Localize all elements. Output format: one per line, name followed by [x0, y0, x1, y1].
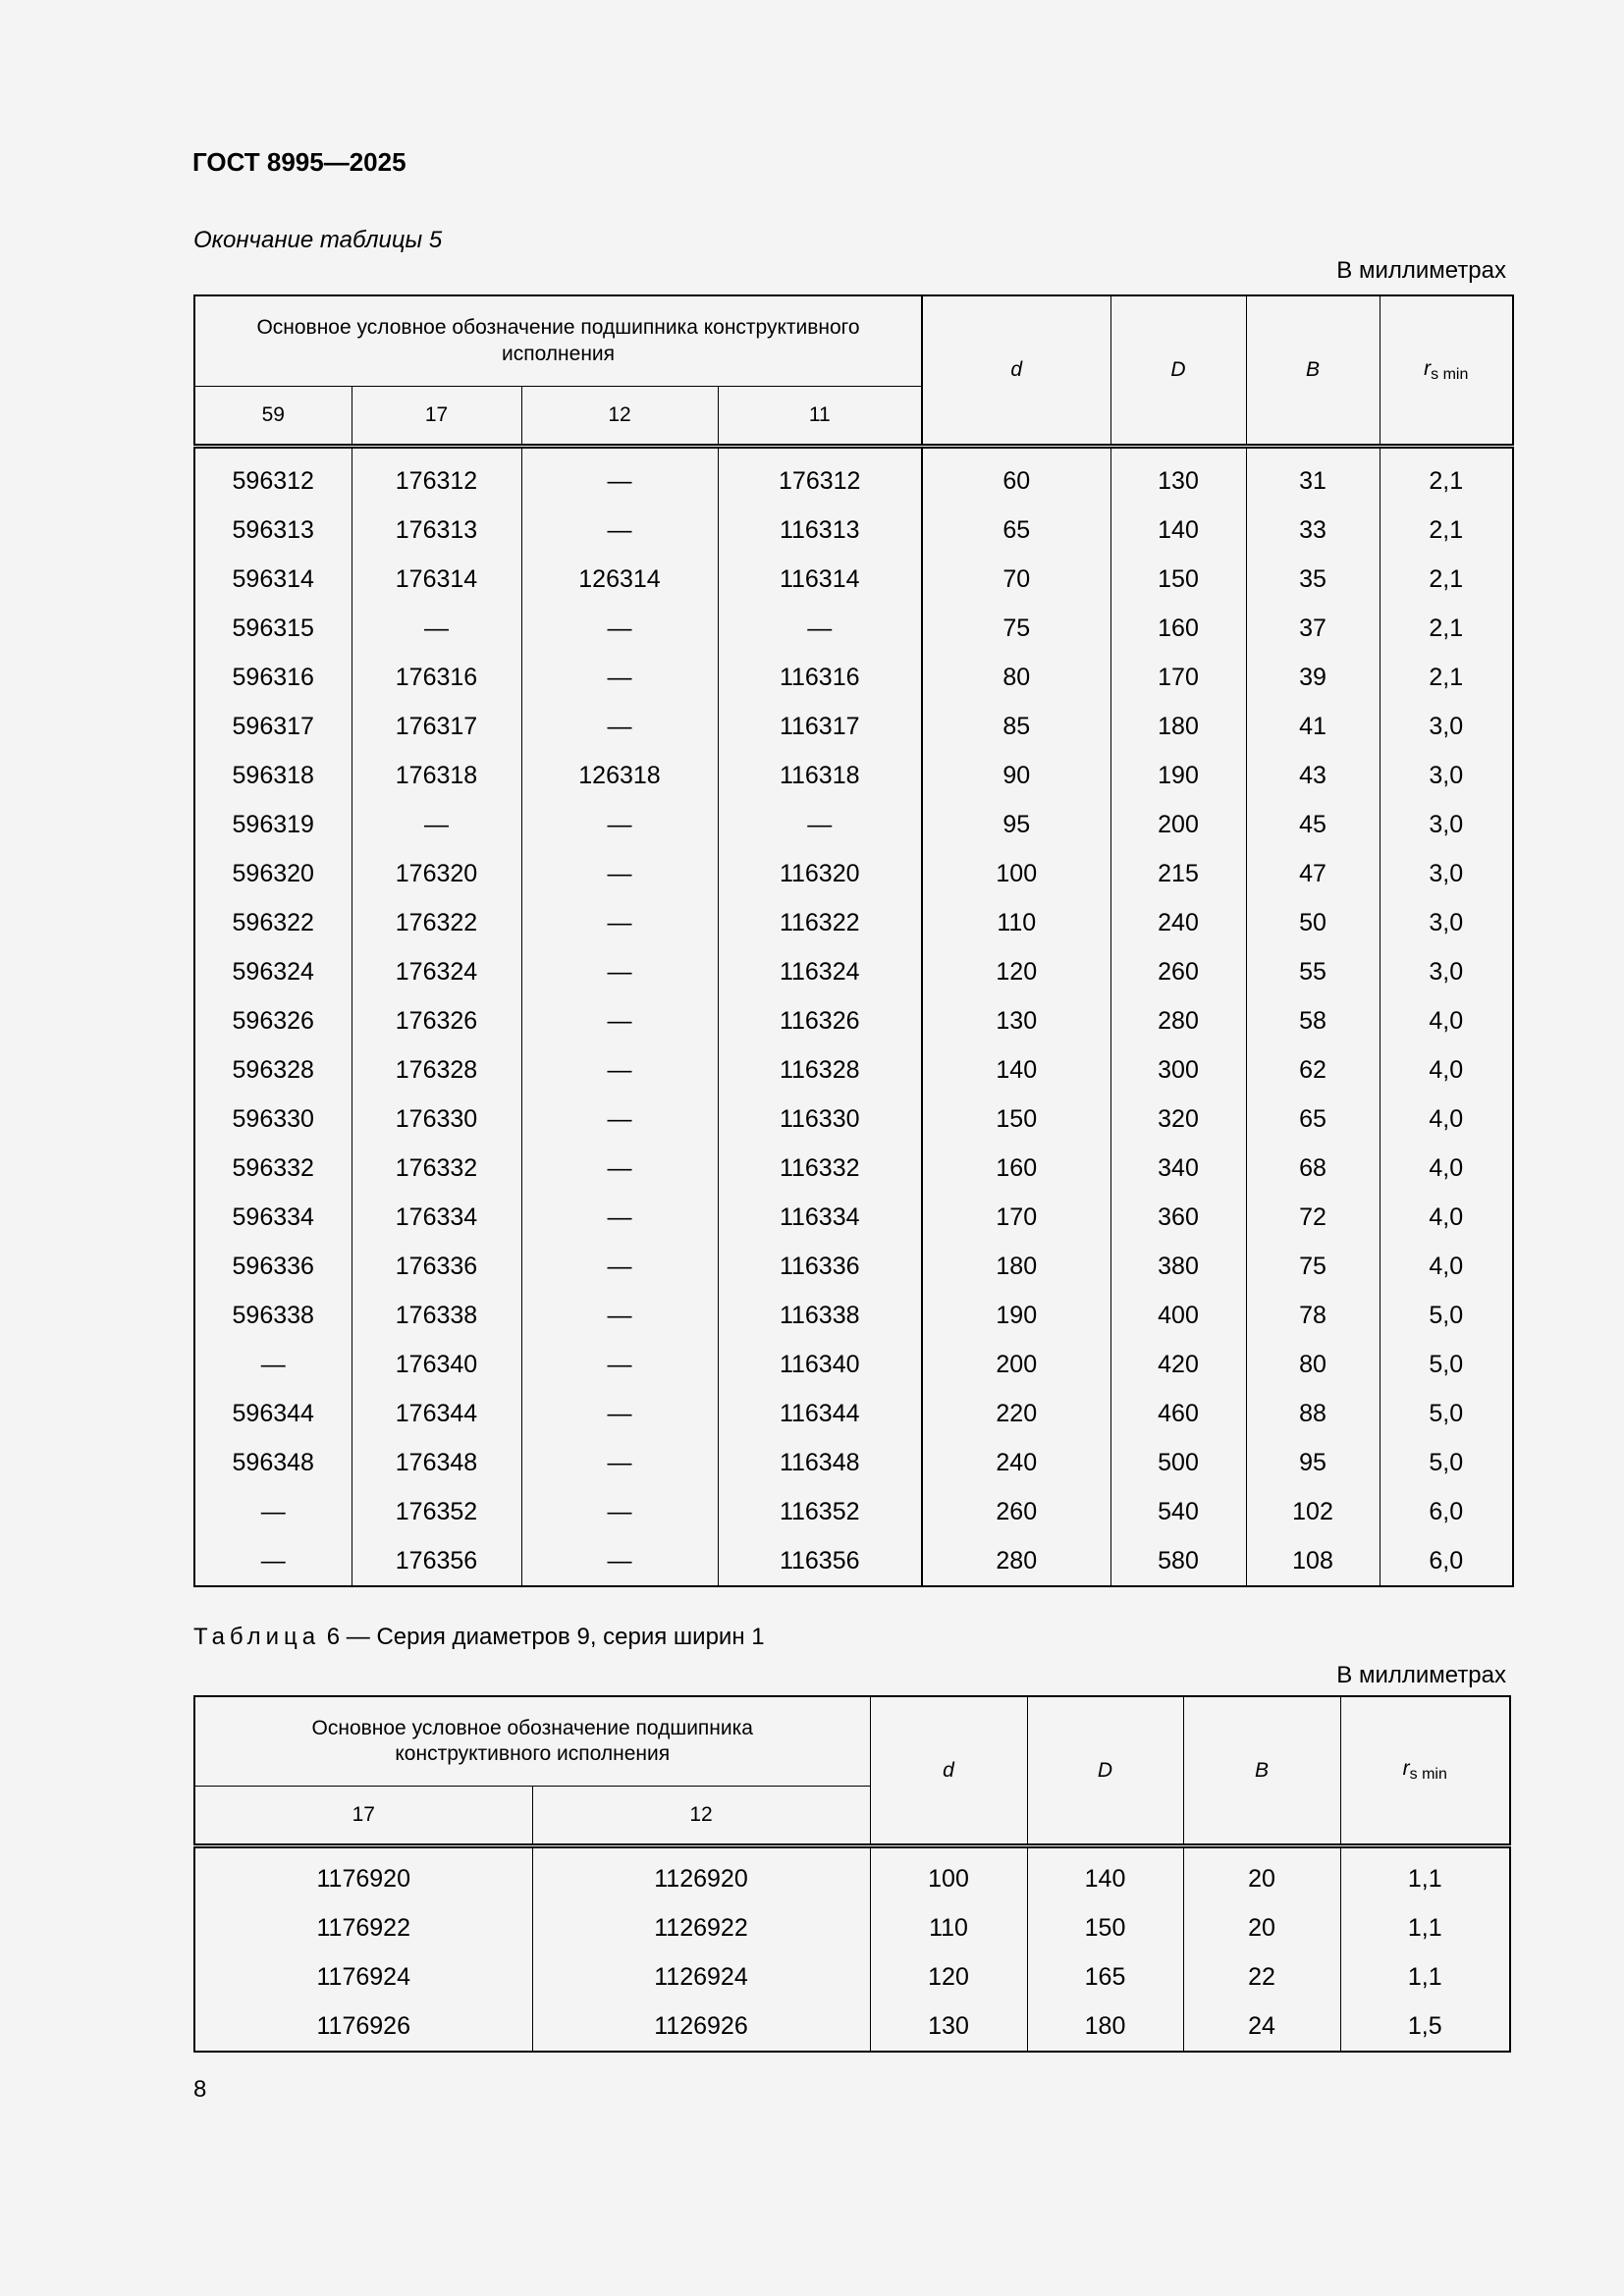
table-6-units-label: В миллиметрах [1336, 1662, 1506, 1688]
table-cell: 130 [870, 2002, 1027, 2052]
table-cell: 100 [922, 849, 1110, 898]
table-cell: 116326 [718, 996, 922, 1045]
table-cell: — [521, 1242, 718, 1291]
table-cell: — [521, 800, 718, 849]
table-cell: 43 [1246, 751, 1380, 800]
table-cell: 1176922 [194, 1903, 532, 1952]
table-cell: 596336 [194, 1242, 352, 1291]
table-cell: 41 [1246, 702, 1380, 751]
table-cell: 5,0 [1380, 1340, 1513, 1389]
table-cell: 31 [1246, 447, 1380, 507]
table-cell: 596328 [194, 1045, 352, 1095]
table-cell: 280 [922, 1536, 1110, 1586]
table-row [194, 1438, 1513, 1487]
table-cell: 22 [1183, 1952, 1340, 2002]
table-cell: 176316 [352, 653, 521, 702]
table-cell: 176338 [352, 1291, 521, 1340]
column-header-D: D [1110, 295, 1246, 447]
designation-group-header: Основное условное обозначение подшипника конструктивного исполнения [194, 1696, 870, 1787]
series-header: 11 [718, 387, 922, 447]
table-cell: 60 [922, 447, 1110, 507]
table-cell: 3,0 [1380, 947, 1513, 996]
table-cell: 380 [1110, 1242, 1246, 1291]
table-cell: 180 [922, 1242, 1110, 1291]
table-cell: 596319 [194, 800, 352, 849]
table-cell: 116313 [718, 506, 922, 555]
table-cell: 116356 [718, 1536, 922, 1586]
table-cell: 2,1 [1380, 604, 1513, 653]
table-row [194, 800, 1513, 849]
table-cell: 75 [1246, 1242, 1380, 1291]
table-cell: 116336 [718, 1242, 922, 1291]
table-row [194, 1903, 1510, 1952]
table-cell: 260 [1110, 947, 1246, 996]
table-cell: 180 [1110, 702, 1246, 751]
table-cell: 176340 [352, 1340, 521, 1389]
table-cell: 47 [1246, 849, 1380, 898]
table-cell: — [521, 1438, 718, 1487]
table-cell: 1,5 [1340, 2002, 1510, 2052]
table-row [194, 1193, 1513, 1242]
table-cell: 120 [922, 947, 1110, 996]
table-cell: — [718, 604, 922, 653]
table-cell: 540 [1110, 1487, 1246, 1536]
table-row [194, 849, 1513, 898]
table-cell: 1176920 [194, 1846, 532, 1904]
table-cell: 55 [1246, 947, 1380, 996]
table-cell: 176318 [352, 751, 521, 800]
table-cell: 596317 [194, 702, 352, 751]
column-header-D: D [1027, 1696, 1183, 1846]
table-cell: — [194, 1536, 352, 1586]
table-cell: — [521, 1536, 718, 1586]
table-cell: 45 [1246, 800, 1380, 849]
table-cell: 116328 [718, 1045, 922, 1095]
table-cell: — [194, 1487, 352, 1536]
table-cell: 596330 [194, 1095, 352, 1144]
series-header: 12 [532, 1787, 870, 1846]
table-cell: 596324 [194, 947, 352, 996]
table-cell: 90 [922, 751, 1110, 800]
table-row [194, 604, 1513, 653]
table-cell: 340 [1110, 1144, 1246, 1193]
table-cell: 170 [922, 1193, 1110, 1242]
table-row [194, 1487, 1513, 1536]
table-cell: 220 [922, 1389, 1110, 1438]
column-header-d: d [870, 1696, 1027, 1846]
table-cell: — [521, 996, 718, 1045]
table-row [194, 1144, 1513, 1193]
table-cell: 1,1 [1340, 1952, 1510, 2002]
table-cell: — [521, 1045, 718, 1095]
table-cell: 130 [1110, 447, 1246, 507]
table-5 [193, 294, 1514, 1587]
table-row [194, 1952, 1510, 2002]
table-cell: 80 [922, 653, 1110, 702]
table-cell: 176334 [352, 1193, 521, 1242]
table-cell: 35 [1246, 555, 1380, 604]
table-cell: 110 [870, 1903, 1027, 1952]
table-cell: 65 [1246, 1095, 1380, 1144]
series-header: 12 [521, 387, 718, 447]
table-cell: 176352 [352, 1487, 521, 1536]
table-cell: 596318 [194, 751, 352, 800]
table-cell: 1126926 [532, 2002, 870, 2052]
table-cell: 180 [1027, 2002, 1183, 2052]
table-cell: 85 [922, 702, 1110, 751]
table-cell: — [352, 604, 521, 653]
table-cell: — [352, 800, 521, 849]
table-cell: 3,0 [1380, 898, 1513, 947]
table-cell: 240 [1110, 898, 1246, 947]
table-cell: 596332 [194, 1144, 352, 1193]
table-cell: 2,1 [1380, 555, 1513, 604]
table-cell: 68 [1246, 1144, 1380, 1193]
table-cell: 140 [1027, 1846, 1183, 1904]
table-cell: 126318 [521, 751, 718, 800]
table-row [194, 702, 1513, 751]
table-cell: 460 [1110, 1389, 1246, 1438]
table-cell: — [521, 1193, 718, 1242]
table-6-caption: Таблица 6 — Серия диаметров 9, серия ширин 1 [193, 1624, 765, 1650]
table-cell: 116324 [718, 947, 922, 996]
table-cell: — [521, 506, 718, 555]
table-cell: 190 [1110, 751, 1246, 800]
table-cell: 37 [1246, 604, 1380, 653]
table-cell: 80 [1246, 1340, 1380, 1389]
table-6 [193, 1695, 1511, 2053]
table-cell: 1126924 [532, 1952, 870, 2002]
table-cell: 2,1 [1380, 506, 1513, 555]
table-cell: 5,0 [1380, 1389, 1513, 1438]
table-cell: 4,0 [1380, 1045, 1513, 1095]
table-cell: — [521, 1487, 718, 1536]
table-cell: 140 [1110, 506, 1246, 555]
table-cell: 1176924 [194, 1952, 532, 2002]
table-row [194, 898, 1513, 947]
table-cell: — [521, 898, 718, 947]
table-cell: 58 [1246, 996, 1380, 1045]
table-row [194, 1536, 1513, 1586]
table-cell: 165 [1027, 1952, 1183, 2002]
table-cell: 4,0 [1380, 1095, 1513, 1144]
table-cell: 176356 [352, 1536, 521, 1586]
table-cell: 596334 [194, 1193, 352, 1242]
table-cell: — [718, 800, 922, 849]
table-cell: 75 [922, 604, 1110, 653]
table-cell: 3,0 [1380, 702, 1513, 751]
table-cell: 215 [1110, 849, 1246, 898]
table-cell: 116338 [718, 1291, 922, 1340]
table-cell: 176348 [352, 1438, 521, 1487]
table-cell: — [521, 849, 718, 898]
table-row [194, 1389, 1513, 1438]
table-row [194, 1242, 1513, 1291]
table-cell: 116316 [718, 653, 922, 702]
table-cell: 33 [1246, 506, 1380, 555]
table-cell: 116317 [718, 702, 922, 751]
series-header: 17 [194, 1787, 532, 1846]
table-cell: 260 [922, 1487, 1110, 1536]
table-cell: 39 [1246, 653, 1380, 702]
table-cell: 116348 [718, 1438, 922, 1487]
table-cell: 596348 [194, 1438, 352, 1487]
page-number: 8 [193, 2076, 207, 2103]
table-cell: 176313 [352, 506, 521, 555]
table-cell: 176336 [352, 1242, 521, 1291]
table-cell: 596313 [194, 506, 352, 555]
table-cell: 4,0 [1380, 1193, 1513, 1242]
table-row [194, 751, 1513, 800]
table-cell: 116320 [718, 849, 922, 898]
table-cell: 78 [1246, 1291, 1380, 1340]
table-cell: 70 [922, 555, 1110, 604]
table-cell: 116352 [718, 1487, 922, 1536]
table-cell: 580 [1110, 1536, 1246, 1586]
table-row [194, 1095, 1513, 1144]
table-cell: 160 [1110, 604, 1246, 653]
table-row [194, 506, 1513, 555]
table-row [194, 653, 1513, 702]
table-cell: 72 [1246, 1193, 1380, 1242]
table-cell: 200 [1110, 800, 1246, 849]
table-cell: 176328 [352, 1045, 521, 1095]
table-cell: 160 [922, 1144, 1110, 1193]
table-cell: 190 [922, 1291, 1110, 1340]
table-cell: 100 [870, 1846, 1027, 1904]
table-row [194, 555, 1513, 604]
table-cell: — [521, 1095, 718, 1144]
table-cell: 116344 [718, 1389, 922, 1438]
table-cell: 596344 [194, 1389, 352, 1438]
table-cell: 6,0 [1380, 1536, 1513, 1586]
table-cell: 320 [1110, 1095, 1246, 1144]
table-cell: 596326 [194, 996, 352, 1045]
table-cell: 150 [922, 1095, 1110, 1144]
table-cell: 420 [1110, 1340, 1246, 1389]
table-cell: 360 [1110, 1193, 1246, 1242]
table-cell: 5,0 [1380, 1291, 1513, 1340]
table-cell: 240 [922, 1438, 1110, 1487]
table-cell: 500 [1110, 1438, 1246, 1487]
table-cell: 596316 [194, 653, 352, 702]
table-cell: — [521, 702, 718, 751]
table-cell: 3,0 [1380, 751, 1513, 800]
table-cell: — [521, 447, 718, 507]
table-cell: 3,0 [1380, 849, 1513, 898]
table-cell: 150 [1027, 1903, 1183, 1952]
column-header-B: B [1246, 295, 1380, 447]
column-header-d: d [922, 295, 1110, 447]
table-cell: 2,1 [1380, 653, 1513, 702]
table-cell: 176344 [352, 1389, 521, 1438]
table-cell: 126314 [521, 555, 718, 604]
table-cell: 116332 [718, 1144, 922, 1193]
table-cell: — [521, 1389, 718, 1438]
table-cell: 150 [1110, 555, 1246, 604]
table-cell: 116330 [718, 1095, 922, 1144]
table-cell: 176314 [352, 555, 521, 604]
column-header-rs-min: $r_{s min}$ [1380, 295, 1513, 447]
table-row [194, 2002, 1510, 2052]
table-cell: 400 [1110, 1291, 1246, 1340]
table-cell: 176312 [352, 447, 521, 507]
table-cell: — [521, 947, 718, 996]
table-cell: 65 [922, 506, 1110, 555]
table-cell: — [521, 1291, 718, 1340]
table-cell: 596322 [194, 898, 352, 947]
table-row [194, 1340, 1513, 1389]
table-cell: 200 [922, 1340, 1110, 1389]
table-cell: 110 [922, 898, 1110, 947]
table-cell: 176320 [352, 849, 521, 898]
document-title: ГОСТ 8995—2025 [192, 147, 406, 177]
table-cell: 176332 [352, 1144, 521, 1193]
table-cell: 1126922 [532, 1903, 870, 1952]
table-cell: 170 [1110, 653, 1246, 702]
table-cell: 120 [870, 1952, 1027, 2002]
table-row [194, 1291, 1513, 1340]
table-row [194, 1045, 1513, 1095]
table-cell: 102 [1246, 1487, 1380, 1536]
table-cell: 95 [1246, 1438, 1380, 1487]
table-cell: 116318 [718, 751, 922, 800]
table-cell: 176322 [352, 898, 521, 947]
table-cell: 4,0 [1380, 996, 1513, 1045]
table-cell: 596338 [194, 1291, 352, 1340]
designation-group-header: Основное условное обозначение подшипника конструктивного исполнения [194, 295, 922, 387]
column-header-B: B [1183, 1696, 1340, 1846]
table-cell: 3,0 [1380, 800, 1513, 849]
table-cell: 130 [922, 996, 1110, 1045]
table-cell: 6,0 [1380, 1487, 1513, 1536]
table-cell: 116322 [718, 898, 922, 947]
table-cell: 108 [1246, 1536, 1380, 1586]
table-cell: — [521, 1144, 718, 1193]
table-cell: 596312 [194, 447, 352, 507]
table-cell: 596315 [194, 604, 352, 653]
table-cell: — [521, 604, 718, 653]
table-cell: 24 [1183, 2002, 1340, 2052]
series-header: 59 [194, 387, 352, 447]
table-cell: — [521, 1340, 718, 1389]
table-cell: 1126920 [532, 1846, 870, 1904]
table-cell: 20 [1183, 1903, 1340, 1952]
table-5-units-label: В миллиметрах [1336, 257, 1506, 284]
series-header: 17 [352, 387, 521, 447]
table-row [194, 947, 1513, 996]
column-header-rs-min: $r_{s min}$ [1340, 1696, 1510, 1846]
table-cell: 176312 [718, 447, 922, 507]
table-cell: 20 [1183, 1846, 1340, 1904]
table-cell: 2,1 [1380, 447, 1513, 507]
table-cell: 596314 [194, 555, 352, 604]
table-cell: 116340 [718, 1340, 922, 1389]
table-cell: 1,1 [1340, 1846, 1510, 1904]
table-cell: — [194, 1340, 352, 1389]
table-5-continuation-caption: Окончание таблицы 5 [193, 227, 443, 253]
table-row [194, 1846, 1510, 1904]
table-cell: 300 [1110, 1045, 1246, 1095]
table-row [194, 996, 1513, 1045]
table-cell: 95 [922, 800, 1110, 849]
table-cell: 1176926 [194, 2002, 532, 2052]
table-cell: 116314 [718, 555, 922, 604]
table-cell: 280 [1110, 996, 1246, 1045]
table-cell: 116334 [718, 1193, 922, 1242]
table-row [194, 447, 1513, 507]
table-cell: 88 [1246, 1389, 1380, 1438]
table-cell: 4,0 [1380, 1144, 1513, 1193]
table-cell: 176317 [352, 702, 521, 751]
table-cell: 176324 [352, 947, 521, 996]
table-cell: 50 [1246, 898, 1380, 947]
table-cell: — [521, 653, 718, 702]
table-cell: 1,1 [1340, 1903, 1510, 1952]
table-cell: 596320 [194, 849, 352, 898]
table-cell: 176330 [352, 1095, 521, 1144]
table-cell: 140 [922, 1045, 1110, 1095]
table-cell: 62 [1246, 1045, 1380, 1095]
table-cell: 5,0 [1380, 1438, 1513, 1487]
table-cell: 176326 [352, 996, 521, 1045]
table-cell: 4,0 [1380, 1242, 1513, 1291]
